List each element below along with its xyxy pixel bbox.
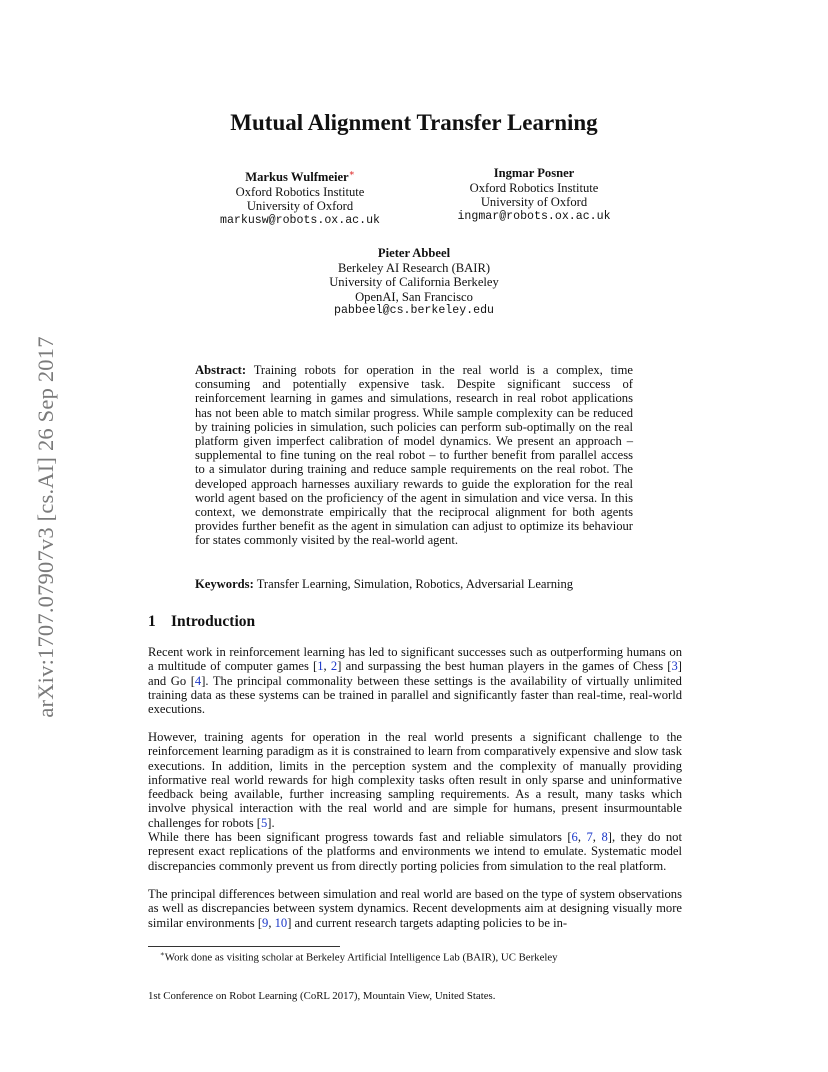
citation-link[interactable]: 6 (571, 830, 578, 844)
author-name: Ingmar Posner (493, 166, 575, 180)
citation-link[interactable]: 2 (330, 659, 338, 674)
paragraph: The principal differences between simulation and real world are based on the type of system observations as well as discrepancies between system dynamics. Recent developments aim at designing visually more similar environments [9, 10] and current research targets adapting policies to be in- (148, 887, 682, 930)
author-block (434, 166, 634, 224)
author-email: pabbeel@cs.berkeley.edu (333, 304, 495, 317)
citation-link[interactable]: 5 (260, 815, 268, 830)
section-title-text: Introduction (171, 613, 256, 630)
author-affiliation: Oxford Robotics Institute (235, 184, 365, 199)
keywords-text: Transfer Learning, Simulation, Robotics, Adversarial Learning (256, 577, 574, 591)
abstract-label: Abstract: (195, 363, 247, 377)
paragraph: However, training agents for operation in the real world presents a significant challenge to the reinforcement learning paradigm as it is constrained to learn from comparatively expensive and slow task executions. In addition, limits in the perception system and the complexity of manually providing informative real world rewards for high complexity tasks often result in only sparse and uninformative feedback being available, further increasing sampling requirements. As a result, many tasks which involve physical interaction with the real world and are simple for humans, present insurmountable challenges for robots [5]. (148, 730, 682, 830)
footnote-mark: ∗ (160, 950, 165, 958)
keywords (195, 577, 635, 592)
paragraph: While there has been significant progress towards fast and reliable simulators [6, 7, 8], they do not represent exact replications of the platforms and environments we intend to emulate. Systematic model discrepancies commonly prevent us from directly porting policies from simulation to the real platform. (148, 830, 682, 873)
paragraph: Recent work in reinforcement learning has led to significant successes such as outperforming humans on a multitude of computer games [1, 2] and surpassing the best human players in the games of Chess [3] and Go [4]. The principal commonality between these settings is the availability of virtually unlimited training data as these systems can be trained in parallel and significantly faster than real-time, real-world executions. (148, 645, 682, 716)
author-affiliation: University of California Berkeley (329, 275, 499, 289)
author-name: Pieter Abbeel (377, 246, 451, 260)
section-number: 1 (148, 613, 156, 630)
author-email: ingmar@robots.ox.ac.uk (457, 209, 611, 223)
author-affiliation: Oxford Robotics Institute (469, 180, 599, 195)
citation-link[interactable]: 1 (317, 659, 324, 674)
author-affiliation: University of Oxford (246, 199, 354, 214)
conference-note: 1st Conference on Robot Learning (CoRL 2017), Mountain View, United States. (148, 990, 496, 1002)
citation-link[interactable]: 4 (194, 673, 202, 688)
author-affiliation: OpenAI, San Francisco (355, 289, 473, 304)
footnote-divider (148, 946, 340, 947)
keywords-label: Keywords: (195, 577, 254, 591)
footnote-marker[interactable]: ∗ (348, 168, 355, 178)
footnote (160, 950, 558, 964)
author-block (200, 166, 400, 228)
citation-link[interactable]: 10 (274, 915, 288, 930)
citation-link[interactable]: 3 (671, 659, 678, 674)
arxiv-stamp-text: arXiv:1707.07907v3 [cs.AI] 26 Sep 2017 (33, 336, 58, 718)
paper-title: Mutual Alignment Transfer Learning (230, 110, 598, 135)
abstract-text: Training robots for operation in the real world is a complex, time consuming and potentially expensive task. Despite significant success of reinforcement learning in games and simulations, research in real robot applications has not been able to match similar progress. While sample complexity can be reduced by training policies in simulation, such policies can perform sub-optimally on the real platform given imperfect calibration of model dynamics. We present an approach – supplemental to fine tuning on the real robot – to further benefit from parallel access to a simulator during training and reduce sample requirements on the real robot. The developed approach harnesses auxiliary rewards to guide the exploration for the real world agent based on the proficiency of the agent in simulation and vice versa. In this context, we demonstrate empirically that the reciprocal alignment for both agents provides further benefit as the agent in simulation can adjust to optimize its behaviour for states commonly visited by the real-world agent. (195, 363, 633, 548)
author-block (264, 246, 564, 319)
citation-link[interactable]: 9 (262, 915, 269, 930)
section-heading (148, 613, 255, 631)
author-affiliation: Berkeley AI Research (BAIR) (337, 260, 491, 275)
author-name: Markus Wulfmeier∗ (245, 168, 355, 185)
footnote-text: Work done as visiting scholar at Berkeley Artificial Intelligence Lab (BAIR), UC Berkeley (164, 951, 558, 964)
citation-link[interactable]: 7 (586, 830, 593, 844)
citation-link[interactable]: 8 (601, 830, 608, 844)
author-email: markusw@robots.ox.ac.uk (219, 213, 381, 227)
author-affiliation: University of Oxford (480, 195, 588, 209)
abstract (195, 363, 633, 548)
